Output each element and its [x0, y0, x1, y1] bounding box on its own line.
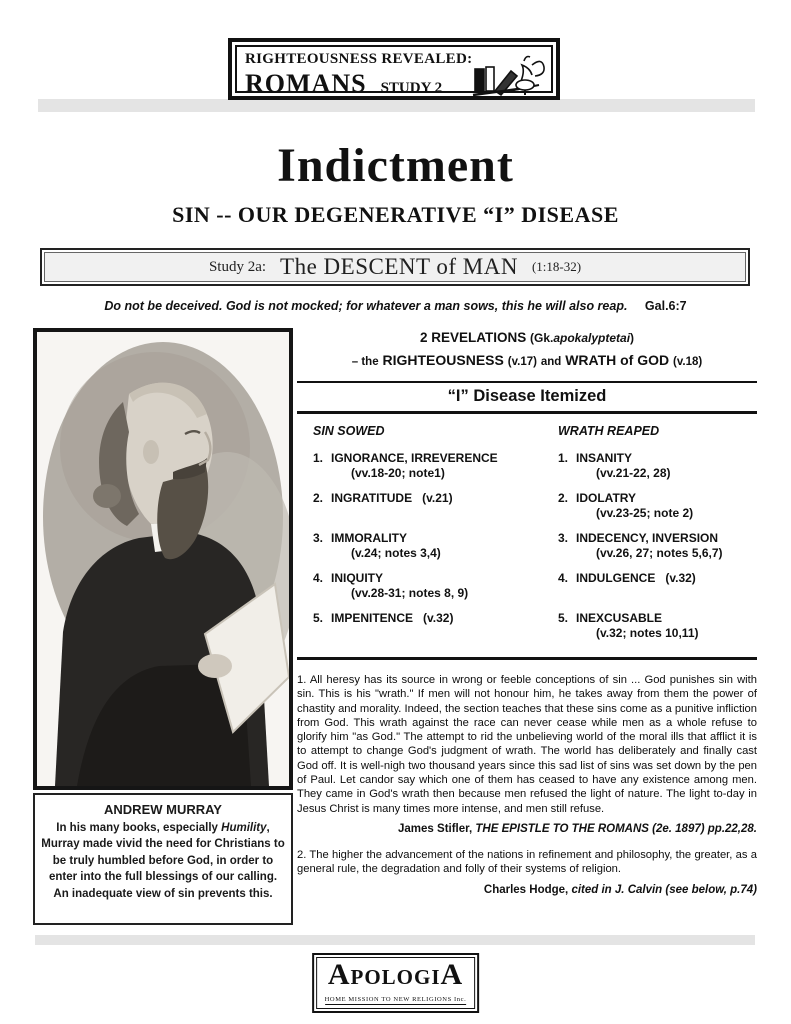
wrath-item-2 — [542, 491, 757, 531]
notes-divider — [297, 657, 757, 660]
apologia-logo-inner — [316, 957, 476, 1009]
murray-text — [41, 820, 285, 903]
page-subtitle: SIN -- OUR DEGENERATIVE “I” DISEASE — [172, 202, 619, 227]
wrath-item-3 — [542, 531, 757, 571]
greek-word: apokalyptetai — [553, 331, 631, 345]
andrew-murray-portrait — [33, 328, 293, 790]
series-book-name: ROMANS — [245, 69, 367, 98]
disease-itemized-heading: “I” Disease Itemized — [297, 381, 757, 414]
item-term: IDOLATRY — [576, 491, 636, 505]
sin-wrath-table — [297, 424, 757, 651]
item-ref: (vv.26, 27; notes 5,6,7) — [596, 546, 723, 560]
study-section-bar — [40, 248, 750, 286]
revelations-title: 2 REVELATIONS — [419, 330, 527, 345]
footnote-1-source: THE EPISTLE TO THE ROMANS (2e. 1897) pp.22,28. — [475, 822, 757, 835]
andrew-murray-caption — [33, 793, 293, 925]
epigraph-text: Do not be deceived. God is not mocked; for whatever a man sows, this he will also reap. — [104, 299, 628, 313]
books-quill-lamp-icon — [469, 51, 547, 106]
epigraph-citation: Gal.6:7 — [644, 299, 687, 313]
footnote-2-author: Charles Hodge, — [483, 883, 569, 896]
murray-text-after: , Murray made vivid the need for Christians to be truly humbled before God, in order to enter into the full blessings of our calling. An inadequate view of sin prevents this. — [41, 821, 285, 900]
item-ref: (v.32) — [665, 571, 696, 585]
epigraph — [0, 299, 791, 313]
footnote-2-attribution — [297, 884, 757, 896]
item-number: 1. — [313, 451, 324, 465]
logo-letter: A — [327, 958, 351, 991]
item-term: INEXCUSABLE — [576, 611, 663, 625]
item-term: INDECENCY, INVERSION — [576, 531, 719, 545]
item-number: 4. — [313, 571, 324, 585]
rev-wrath: WRATH of GOD — [565, 352, 670, 368]
item-ref: (v.24; notes 3,4) — [351, 546, 441, 560]
wrath-reaped-header: WRATH REAPED — [558, 424, 660, 438]
logo-letter: A — [440, 958, 464, 991]
item-ref: (vv.23-25; note 2) — [596, 506, 694, 520]
content-column — [297, 330, 757, 896]
item-number: 1. — [558, 451, 569, 465]
item-number: 2. — [558, 491, 569, 505]
item-number: 5. — [558, 611, 569, 625]
item-term: INGRATITUDE — [331, 491, 413, 505]
footnote-1-author: James Stifler, — [398, 822, 473, 835]
study-section-verses: (1:18-32) — [531, 259, 582, 274]
wrath-item-5 — [542, 611, 757, 651]
sin-item-3 — [297, 531, 542, 571]
series-header-inner — [235, 45, 553, 98]
item-term: IMMORALITY — [331, 531, 407, 545]
item-term: INDULGENCE — [576, 571, 656, 585]
apologia-tagline: HOME MISSION TO NEW RELIGIONS Inc. — [324, 996, 467, 1003]
study-section-heading: The DESCENT of MAN — [280, 254, 518, 279]
revelations-detail — [297, 352, 757, 368]
series-header-box — [228, 38, 560, 100]
greek-close: ) — [630, 331, 635, 345]
footnote-2-source: cited in J. Calvin (see below, p.74) — [571, 883, 757, 896]
study-section-label: Study 2a: — [208, 258, 267, 275]
sin-item-5 — [297, 611, 542, 651]
item-number: 3. — [558, 531, 569, 545]
top-divider-bar — [38, 99, 755, 112]
item-term: INIQUITY — [331, 571, 384, 585]
rev-v18: (v.18) — [673, 356, 703, 368]
murray-text-before: In his many books, especially — [56, 821, 222, 834]
series-title: RIGHTEOUSNESS REVEALED: — [245, 51, 473, 67]
apologia-logo — [312, 953, 480, 1013]
series-study-number: STUDY 2 — [380, 80, 443, 96]
revelations-heading — [297, 330, 757, 345]
sin-item-2 — [297, 491, 542, 531]
study-section-inner — [44, 252, 746, 282]
item-term: IMPENITENCE — [331, 611, 414, 625]
sin-item-1 — [297, 451, 542, 491]
page-title: Indictment — [277, 139, 514, 192]
murray-name: ANDREW MURRAY — [104, 802, 222, 817]
apologia-wordmark — [325, 960, 467, 995]
footnote-1: 1. All heresy has its source in wrong or feeble conceptions of sin ... God punishes sin with sin. This is his "wrath." If men will not honour him, he takes away from them the power of chastity and morality. Indeed, the section teaches that these sins come as a punitive infliction from God. This wrath against the race can never cease while men as a whole refuse to glorify him "as God." The attempt to rid the unbelieving world of the moral ills that afflict it is to attempt to change God's judgment of wrath. The world has deliberately and finally cast God off. It is well-nigh two thousand years since this sad list of sins was set down by the pen of Paul. Let candor say which one of them has ceased to have any existence among men. They came in God's wrath then because men refused the light of nature. The light to-day in Jesus Christ is many times more intense, and men still refuse. — [297, 674, 757, 815]
item-term: IGNORANCE, IRREVERENCE — [331, 451, 498, 465]
bottom-divider-bar — [35, 935, 755, 945]
murray-book-title: Humility — [221, 821, 267, 834]
item-ref: (v.32; notes 10,11) — [596, 626, 699, 640]
sin-item-4 — [297, 571, 542, 611]
wrath-item-4 — [542, 571, 757, 611]
item-ref: (v.32) — [423, 611, 454, 625]
item-ref: (v.21) — [422, 491, 453, 505]
item-ref: (vv.28-31; notes 8, 9) — [351, 586, 469, 600]
item-number: 5. — [313, 611, 324, 625]
footnote-2: 2. The higher the advancement of the nations in refinement and philosophy, the greater, as a general rule, the degradation and folly of their systems of religion. — [297, 848, 757, 876]
item-number: 3. — [313, 531, 324, 545]
item-number: 2. — [313, 491, 324, 505]
footnote-1-attribution — [297, 823, 757, 835]
rev-v17: (v.17) — [507, 356, 537, 368]
sin-sowed-header: SIN SOWED — [313, 424, 385, 438]
rev-and: and — [540, 356, 562, 368]
item-ref: (vv.21-22, 28) — [596, 466, 671, 480]
item-ref: (vv.18-20; note1) — [351, 466, 445, 480]
logo-letters: POLOGI — [350, 965, 441, 989]
rev-dash-the: – the — [351, 356, 379, 368]
greek-label: (Gk. — [530, 331, 554, 345]
item-term: INSANITY — [576, 451, 633, 465]
wrath-item-1 — [542, 451, 757, 491]
item-number: 4. — [558, 571, 569, 585]
rev-righteousness: RIGHTEOUSNESS — [382, 352, 504, 368]
